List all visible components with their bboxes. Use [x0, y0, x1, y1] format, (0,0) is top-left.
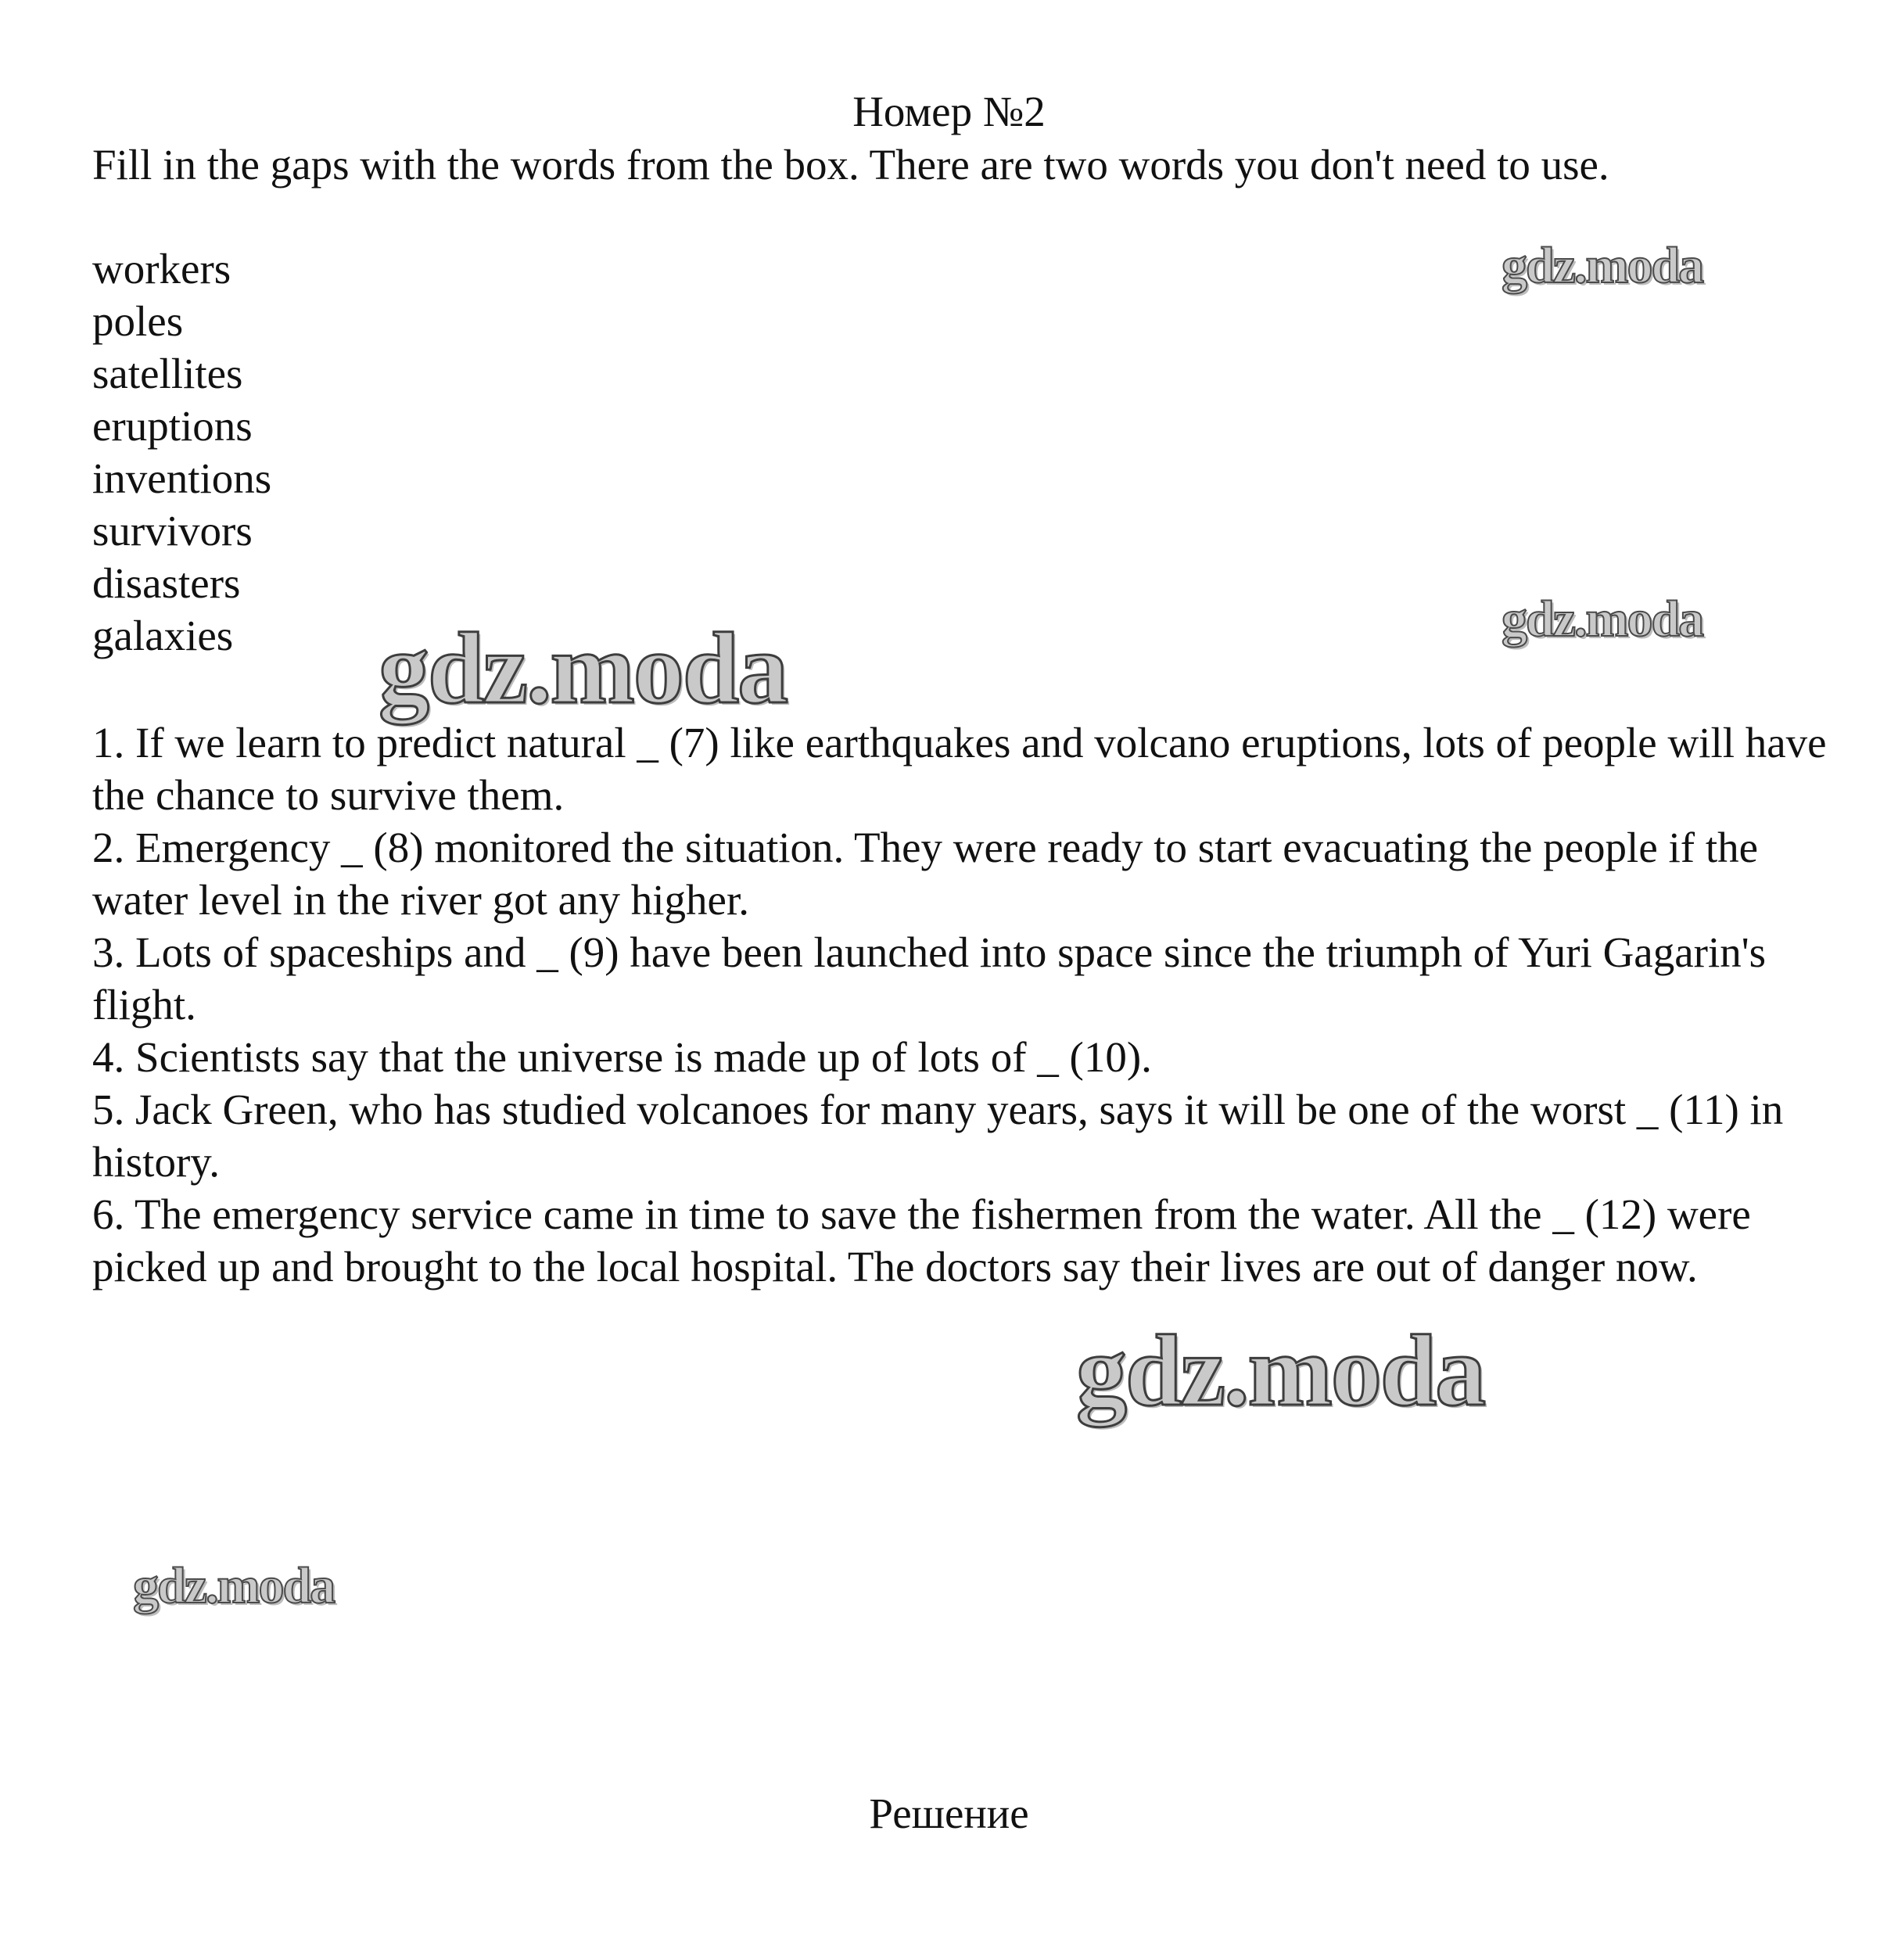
word-box-item: satellites [92, 350, 243, 397]
word-box-item: poles [92, 297, 184, 345]
watermark-logo: gdz.moda [1076, 1315, 1485, 1427]
word-box-item: galaxies [92, 612, 234, 659]
word-box-item: workers [92, 245, 231, 293]
page-title: Номер №2 [852, 88, 1046, 135]
sentence-1: 1. If we learn to predict natural _ (7) like earthquakes and volcano eruptions, lots of people will have the chance to survive them. [92, 719, 1827, 819]
sentence-3: 3. Lots of spaceships and _ (9) have been launched into space since the triumph of Yuri Gagarin's flight. [92, 928, 1767, 1028]
word-box-item: eruptions [92, 402, 253, 450]
sentence-2: 2. Emergency _ (8) monitored the situation. They were ready to start evacuating the people if the water level in the river got any higher. [92, 824, 1759, 924]
sentence-4: 4. Scientists say that the universe is made up of lots of _ (10). [92, 1033, 1152, 1081]
watermark-logo: gdz.moda [133, 1557, 335, 1614]
sentence-5: 5. Jack Green, who has studied volcanoes for many years, says it will be one of the worst _ (11) in history. [92, 1086, 1784, 1186]
sentence-6: 6. The emergency service came in time to save the fishermen from the water. All the _ (12) were picked up and brought to the local hospital. The doctors say their lives are out of danger now. [92, 1190, 1751, 1291]
watermark-logo: gdz.moda [1502, 591, 1703, 648]
word-box-item: survivors [92, 507, 253, 555]
watermark-logo: gdz.moda [1502, 237, 1703, 294]
exercise-sentences [92, 716, 1828, 1293]
word-box [92, 242, 271, 662]
solution-label: Решение [869, 1789, 1029, 1837]
word-box-item: inventions [92, 454, 272, 502]
watermark-logo: gdz.moda [379, 612, 788, 725]
task-instruction: Fill in the gaps with the words from the box. There are two words you don't need to use. [92, 141, 1609, 188]
word-box-item: disasters [92, 559, 241, 607]
